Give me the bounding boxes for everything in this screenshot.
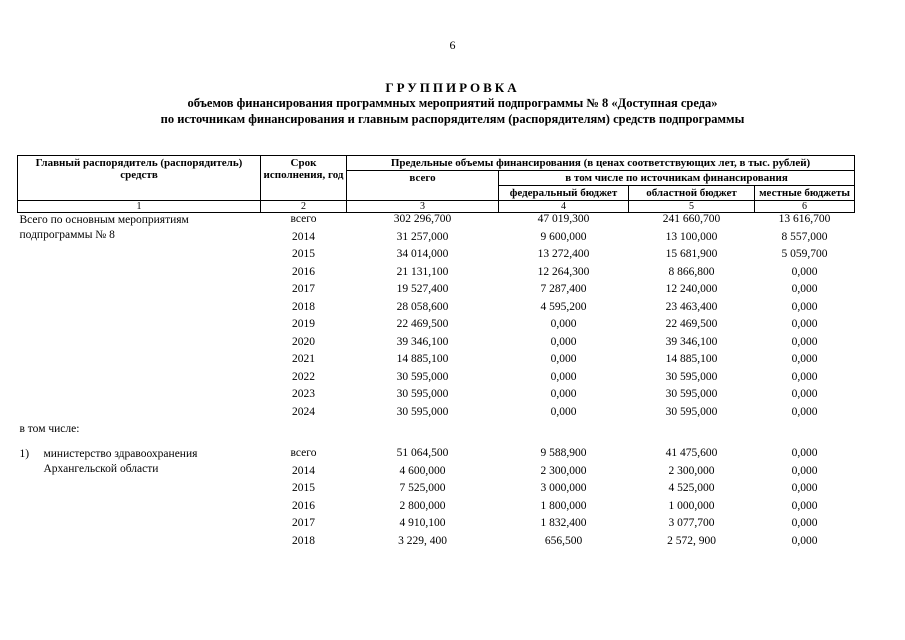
document-subtitle-line-2: по источникам финансирования и главным распорядителям (распорядителям) средств подпрограммы	[160, 112, 745, 126]
cell-total: 22 469,500	[396, 318, 449, 330]
row-group-label	[18, 213, 261, 424]
cell-total: 51 064,500	[396, 447, 449, 459]
cell-local: 0,000	[791, 265, 818, 278]
document-subtitle-line-1: объемов финансирования программных мероприятий подпрограммы № 8 «Доступная среда»	[187, 96, 718, 110]
cell-federal: 2 300,000	[540, 464, 587, 477]
cell-regional: 14 885,100	[665, 353, 718, 365]
column-numbers-row	[18, 201, 855, 213]
cell-total: 302 296,700	[393, 213, 452, 225]
cell-regional: 30 595,000	[665, 370, 718, 383]
cell-local: 0,000	[791, 370, 818, 383]
cell-regional: 41 475,600	[665, 447, 718, 459]
cell-federal: 13 272,400	[537, 248, 590, 260]
cell-regional: 23 463,400	[665, 300, 718, 313]
cell-federal: 0,000	[550, 388, 577, 400]
cell-regional: 39 346,100	[665, 335, 718, 348]
cell-federal: 47 019,300	[537, 213, 590, 225]
cell-total: 30 595,000	[396, 370, 449, 383]
cell-federal: 1 800,000	[540, 499, 587, 512]
column-number: 5	[629, 201, 755, 213]
cell-local: 0,000	[791, 405, 818, 418]
cell-regional: 13 100,000	[665, 230, 718, 243]
header-period: Срок исполнения, год	[261, 156, 347, 201]
cell-total: 4 910,100	[399, 517, 446, 529]
cell-year: 2019	[292, 318, 315, 330]
cell-total: 21 131,100	[396, 265, 449, 278]
cell-regional: 4 525,000	[668, 482, 715, 494]
cell-regional: 30 595,000	[665, 405, 718, 418]
cell-local: 0,000	[791, 517, 818, 529]
header-sources: в том числе по источникам финансирования	[499, 171, 855, 186]
cell-year: 2022	[292, 370, 315, 383]
cell-local: 0,000	[791, 353, 818, 365]
cell-regional: 15 681,900	[665, 248, 718, 260]
cell-regional: 241 660,700	[662, 213, 721, 225]
cell-local: 0,000	[791, 388, 818, 400]
cell-total: 31 257,000	[396, 230, 449, 243]
cell-year: всего	[290, 213, 317, 225]
header-manager: Главный распорядитель (распорядитель) средств	[18, 156, 261, 201]
cell-year: 2017	[292, 517, 315, 529]
cell-regional: 30 595,000	[665, 388, 718, 400]
cell-federal: 12 264,300	[537, 265, 590, 278]
cell-regional: 1 000,000	[668, 499, 715, 512]
cell-local: 8 557,000	[781, 230, 828, 243]
page-number: 6	[449, 38, 456, 52]
cell-local: 13 616,700	[778, 213, 831, 225]
cell-total: 4 600,000	[399, 464, 446, 477]
cell-year: 2016	[292, 265, 315, 278]
header-local: местные бюджеты	[755, 186, 855, 201]
cell-federal: 656,500	[544, 534, 583, 547]
cell-local: 0,000	[791, 283, 818, 295]
cell-regional: 8 866,800	[668, 265, 715, 278]
column-number: 1	[18, 201, 261, 213]
cell-local: 0,000	[791, 447, 818, 459]
table-body	[18, 213, 855, 553]
cell-regional: 2 300,000	[668, 464, 715, 477]
cell-total: 30 595,000	[396, 405, 449, 418]
cell-local: 5 059,700	[781, 248, 828, 260]
cell-federal: 0,000	[550, 353, 577, 365]
column-number: 4	[499, 201, 629, 213]
cell-total: 14 885,100	[396, 353, 449, 365]
cell-year: 2020	[292, 335, 315, 348]
cell-year: всего	[290, 447, 317, 459]
cell-federal: 7 287,400	[540, 283, 587, 295]
cell-year: 2014	[292, 464, 315, 477]
cell-total: 2 800,000	[399, 499, 446, 512]
cell-regional: 3 077,700	[668, 517, 715, 529]
column-number: 3	[347, 201, 499, 213]
cell-federal: 9 588,900	[540, 447, 587, 459]
cell-local: 0,000	[791, 464, 818, 477]
cell-year: 2018	[292, 300, 315, 313]
cell-local: 0,000	[791, 300, 818, 313]
row-group-label	[18, 447, 261, 552]
table-row	[18, 447, 855, 465]
table-row	[18, 213, 855, 231]
cell-federal: 0,000	[550, 370, 577, 383]
cell-local: 0,000	[791, 482, 818, 494]
cell-year: 2024	[292, 405, 315, 418]
cell-federal: 3 000,000	[540, 482, 587, 494]
ministry-label	[20, 447, 259, 477]
cell-year: 2015	[292, 482, 315, 494]
ministry-name: министерство здравоохранения Архангельской области	[43, 448, 198, 475]
cell-year: 2017	[292, 283, 315, 295]
cell-regional: 2 572, 900	[667, 534, 716, 547]
cell-year: 2023	[292, 388, 315, 400]
cell-federal: 0,000	[550, 318, 577, 330]
cell-federal: 1 832,400	[540, 517, 587, 529]
cell-total: 3 229, 400	[398, 534, 447, 547]
cell-federal: 0,000	[550, 335, 577, 348]
cell-local: 0,000	[791, 318, 818, 330]
cell-year: 2015	[292, 248, 315, 260]
column-number: 2	[261, 201, 347, 213]
table-row	[18, 423, 855, 447]
cell-total: 30 595,000	[396, 388, 449, 400]
header-regional: областной бюджет	[629, 186, 755, 201]
cell-regional: 22 469,500	[665, 318, 718, 330]
document-title: ГРУППИРОВКА	[385, 80, 520, 95]
cell-total: 19 527,400	[396, 283, 449, 295]
cell-regional: 12 240,000	[665, 283, 718, 295]
header-federal: федеральный бюджет	[499, 186, 629, 201]
cell-local: 0,000	[791, 499, 818, 512]
cell-year: 2016	[292, 499, 315, 512]
cell-federal: 0,000	[550, 405, 577, 418]
header-total: всего	[347, 171, 499, 201]
cell-total: 34 014,000	[396, 248, 449, 260]
cell-federal: 4 595,200	[540, 300, 587, 313]
group-total-label: Всего по основным мероприятиям подпрограммы № 8	[19, 214, 189, 241]
cell-local: 0,000	[791, 534, 818, 547]
cell-year: 2014	[292, 230, 315, 243]
column-number: 6	[755, 201, 855, 213]
cell-year: 2021	[292, 353, 315, 365]
including-label: в том числе:	[19, 423, 80, 435]
list-number: 1)	[19, 448, 30, 460]
cell-local: 0,000	[791, 335, 818, 348]
cell-total: 7 525,000	[399, 482, 446, 494]
cell-year: 2018	[292, 534, 315, 547]
cell-total: 39 346,100	[396, 335, 449, 348]
cell-federal: 9 600,000	[540, 230, 587, 243]
financing-table	[17, 155, 855, 552]
cell-total: 28 058,600	[396, 300, 449, 313]
header-limits: Предельные объемы финансирования (в ценах соответствующих лет, в тыс. рублей)	[347, 156, 855, 171]
